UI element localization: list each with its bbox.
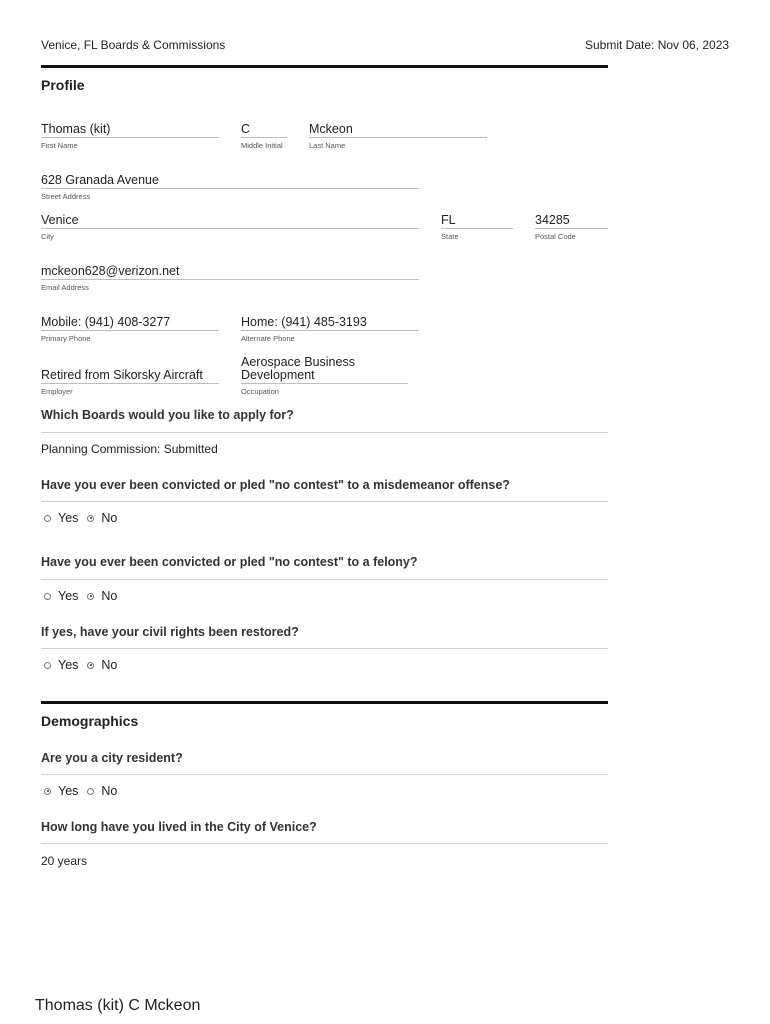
state-field: [441, 214, 513, 241]
first-name-label: First Name: [41, 141, 78, 150]
first-name-field: [41, 123, 219, 150]
misdemeanor-question: Have you ever been convicted or pled "no contest" to a misdemeanor offense?: [41, 478, 510, 492]
first-name-value: Thomas (kit): [41, 123, 219, 138]
email-label: Email Address: [41, 283, 89, 292]
primary-phone-field: [41, 316, 219, 343]
alternate-phone-field: [241, 316, 419, 343]
city-field: [41, 214, 419, 241]
primary-phone-value: Mobile: (941) 408-3277: [41, 316, 219, 331]
alternate-phone-label: Alternate Phone: [241, 334, 295, 343]
resident-options: [44, 784, 126, 798]
street-address-label: Street Address: [41, 192, 91, 201]
postal-code-field: [535, 214, 608, 241]
section-divider: [41, 701, 608, 704]
postal-code-label: Postal Code: [535, 232, 576, 241]
postal-code-value: 34285: [535, 214, 608, 229]
last-name-value: Mckeon: [309, 123, 487, 138]
middle-initial-label: Middle Initial: [241, 141, 283, 150]
option-label: No: [101, 658, 118, 672]
radio-unchecked-icon[interactable]: [87, 788, 94, 795]
resident-question: Are you a city resident?: [41, 751, 183, 765]
civil-rights-options: [44, 658, 126, 672]
civil-rights-no-option[interactable]: [87, 658, 117, 672]
civil-rights-yes-option[interactable]: [44, 658, 78, 672]
misdemeanor-yes-option[interactable]: [44, 511, 78, 525]
last-name-label: Last Name: [309, 141, 346, 150]
felony-no-option[interactable]: [87, 589, 117, 603]
question-divider: [41, 579, 608, 580]
duration-question: How long have you lived in the City of Venice?: [41, 820, 317, 834]
option-label: Yes: [58, 511, 79, 525]
demographics-section-title: Demographics: [41, 713, 139, 729]
employer-value: Retired from Sikorsky Aircraft: [41, 369, 219, 384]
occupation-label: Occupation: [241, 387, 279, 396]
street-address-field: [41, 174, 419, 201]
question-divider: [41, 843, 608, 844]
option-label: Yes: [58, 658, 79, 672]
misdemeanor-options: [44, 511, 126, 525]
radio-unchecked-icon[interactable]: [44, 515, 51, 522]
radio-checked-icon[interactable]: [87, 515, 94, 522]
option-label: No: [101, 511, 118, 525]
state-value: FL: [441, 214, 513, 229]
radio-checked-icon[interactable]: [87, 662, 94, 669]
option-label: Yes: [58, 589, 79, 603]
option-label: Yes: [58, 784, 79, 798]
felony-options: [44, 589, 126, 603]
boards-question: Which Boards would you like to apply for?: [41, 408, 294, 422]
document-title: Venice, FL Boards & Commissions: [41, 38, 226, 52]
footer-applicant-name: Thomas (kit) C Mckeon: [35, 997, 201, 1014]
occupation-value: Aerospace Business Development: [241, 356, 408, 384]
submit-date: Submit Date: Nov 06, 2023: [585, 38, 730, 52]
employer-label: Employer: [41, 387, 73, 396]
resident-yes-option[interactable]: [44, 784, 78, 798]
boards-answer: Planning Commission: Submitted: [41, 442, 218, 456]
radio-unchecked-icon[interactable]: [44, 593, 51, 600]
felony-question: Have you ever been convicted or pled "no contest" to a felony?: [41, 555, 418, 569]
alternate-phone-value: Home: (941) 485-3193: [241, 316, 419, 331]
duration-answer: 20 years: [41, 854, 88, 868]
street-address-value: 628 Granada Avenue: [41, 174, 419, 189]
city-label: City: [41, 232, 54, 241]
city-value: Venice: [41, 214, 419, 229]
resident-no-option[interactable]: [87, 784, 117, 798]
middle-initial-value: C: [241, 123, 287, 138]
header-divider: [41, 65, 608, 68]
radio-checked-icon[interactable]: [44, 788, 51, 795]
option-label: No: [101, 589, 118, 603]
middle-initial-field: [241, 123, 287, 150]
question-divider: [41, 501, 608, 502]
felony-yes-option[interactable]: [44, 589, 78, 603]
email-field: [41, 265, 419, 292]
email-value: mckeon628@verizon.net: [41, 265, 419, 280]
civil-rights-question: If yes, have your civil rights been restored?: [41, 625, 299, 639]
question-divider: [41, 774, 608, 775]
employer-field: [41, 369, 219, 396]
misdemeanor-no-option[interactable]: [87, 511, 117, 525]
question-divider: [41, 432, 608, 433]
question-divider: [41, 648, 608, 649]
radio-checked-icon[interactable]: [87, 593, 94, 600]
option-label: No: [101, 784, 118, 798]
profile-section-title: Profile: [41, 77, 85, 93]
occupation-field: [241, 356, 408, 396]
radio-unchecked-icon[interactable]: [44, 662, 51, 669]
primary-phone-label: Primary Phone: [41, 334, 91, 343]
state-label: State: [441, 232, 459, 241]
last-name-field: [309, 123, 487, 150]
